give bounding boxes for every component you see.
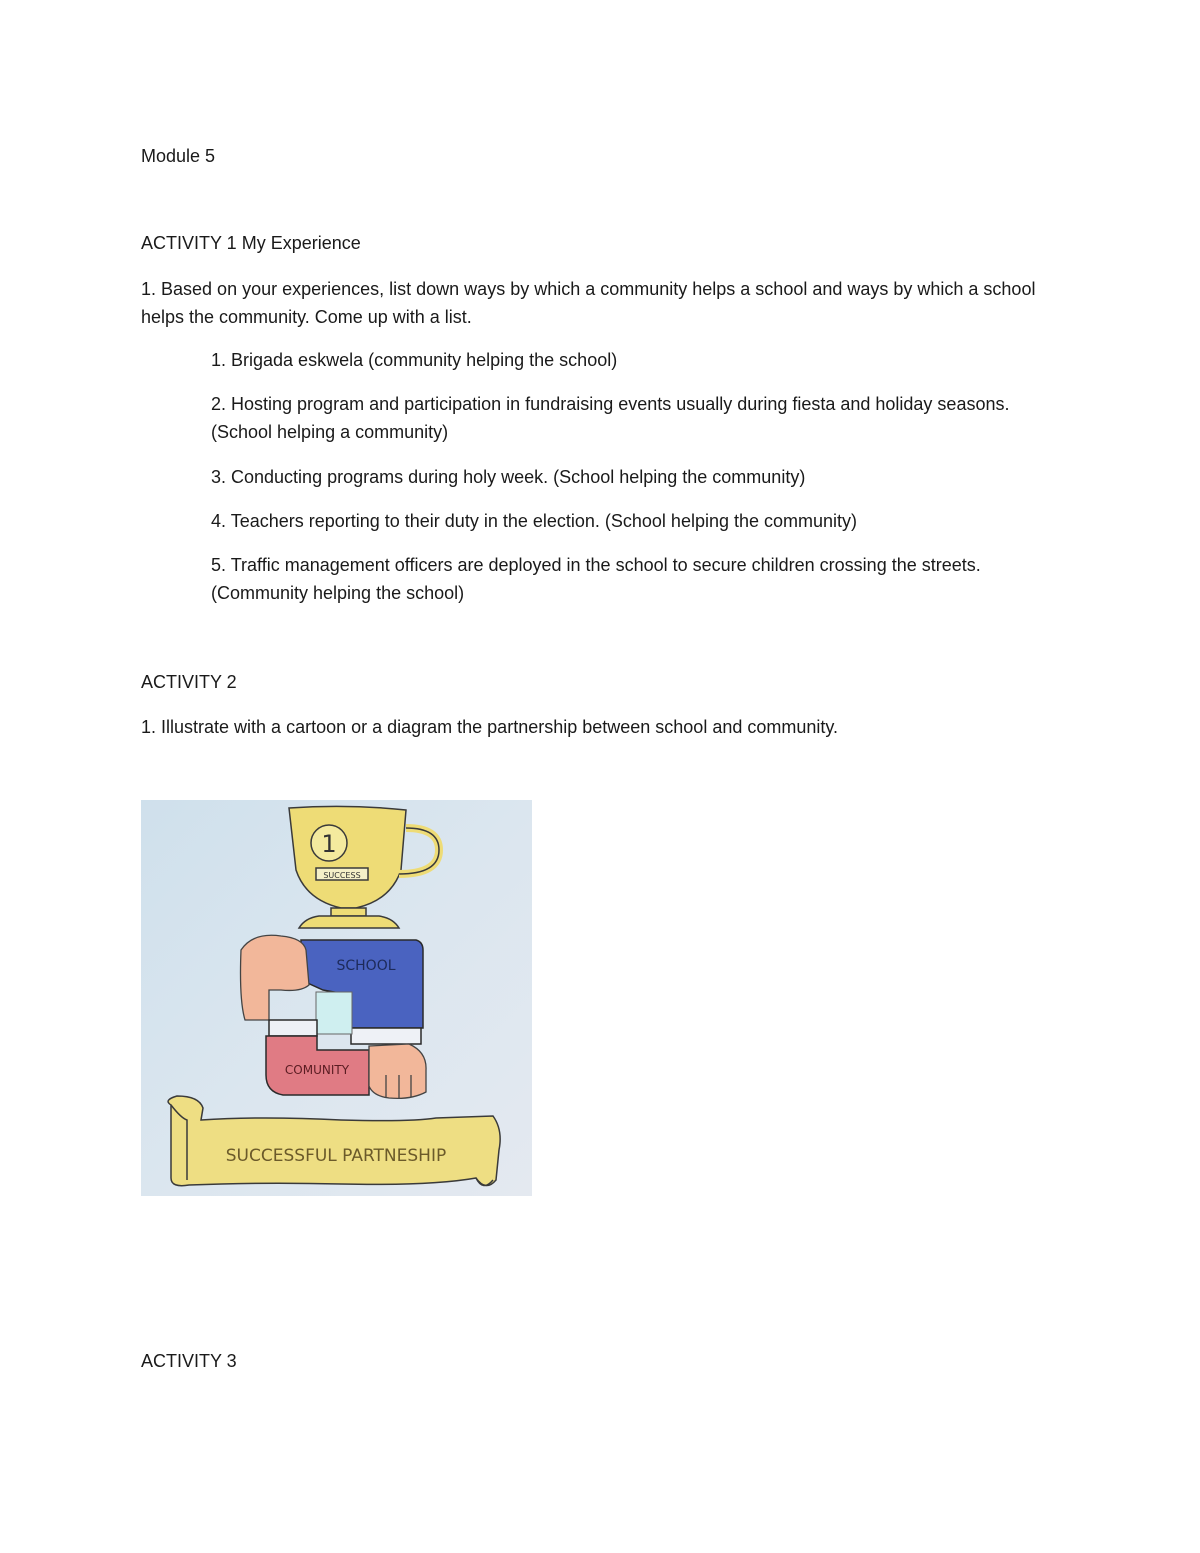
activity-1-question: 1. Based on your experiences, list down ways by which a community helps a school and ways by which a school helps the community. Come up with a list.	[141, 279, 1036, 327]
list-item: 3. Conducting programs during holy week. (School helping the community)	[211, 467, 806, 487]
community-label: COMUNITY	[284, 1063, 350, 1077]
school-hand-bottom	[369, 1044, 426, 1098]
list-item: 2. Hosting program and participation in fundraising events usually during fiesta and holiday seasons. (School helping a community)	[211, 394, 1010, 442]
list-item: 4. Teachers reporting to their duty in the election. (School helping the community)	[211, 511, 858, 531]
school-label: SCHOOL	[336, 958, 396, 974]
trophy-label: SUCCESS	[323, 871, 361, 880]
list-item: 5. Traffic management officers are deployed in the school to secure children crossing the streets. (Community helping the school)	[211, 555, 981, 603]
center-gap	[316, 992, 352, 1034]
module-title: Module 5	[141, 146, 216, 166]
activity-2-title: ACTIVITY 2	[141, 672, 237, 692]
activity-3-title: ACTIVITY 3	[141, 1351, 237, 1371]
trophy-number: 1	[321, 830, 337, 858]
banner-text: SUCCESSFUL PARTNESHIP	[225, 1146, 447, 1166]
activity-1-title: ACTIVITY 1 My Experience	[141, 233, 361, 253]
partnership-drawing	[141, 800, 532, 1196]
list-item: 1. Brigada eskwela (community helping the school)	[211, 350, 618, 370]
activity-2-question: 1. Illustrate with a cartoon or a diagram the partnership between school and community.	[141, 717, 839, 737]
